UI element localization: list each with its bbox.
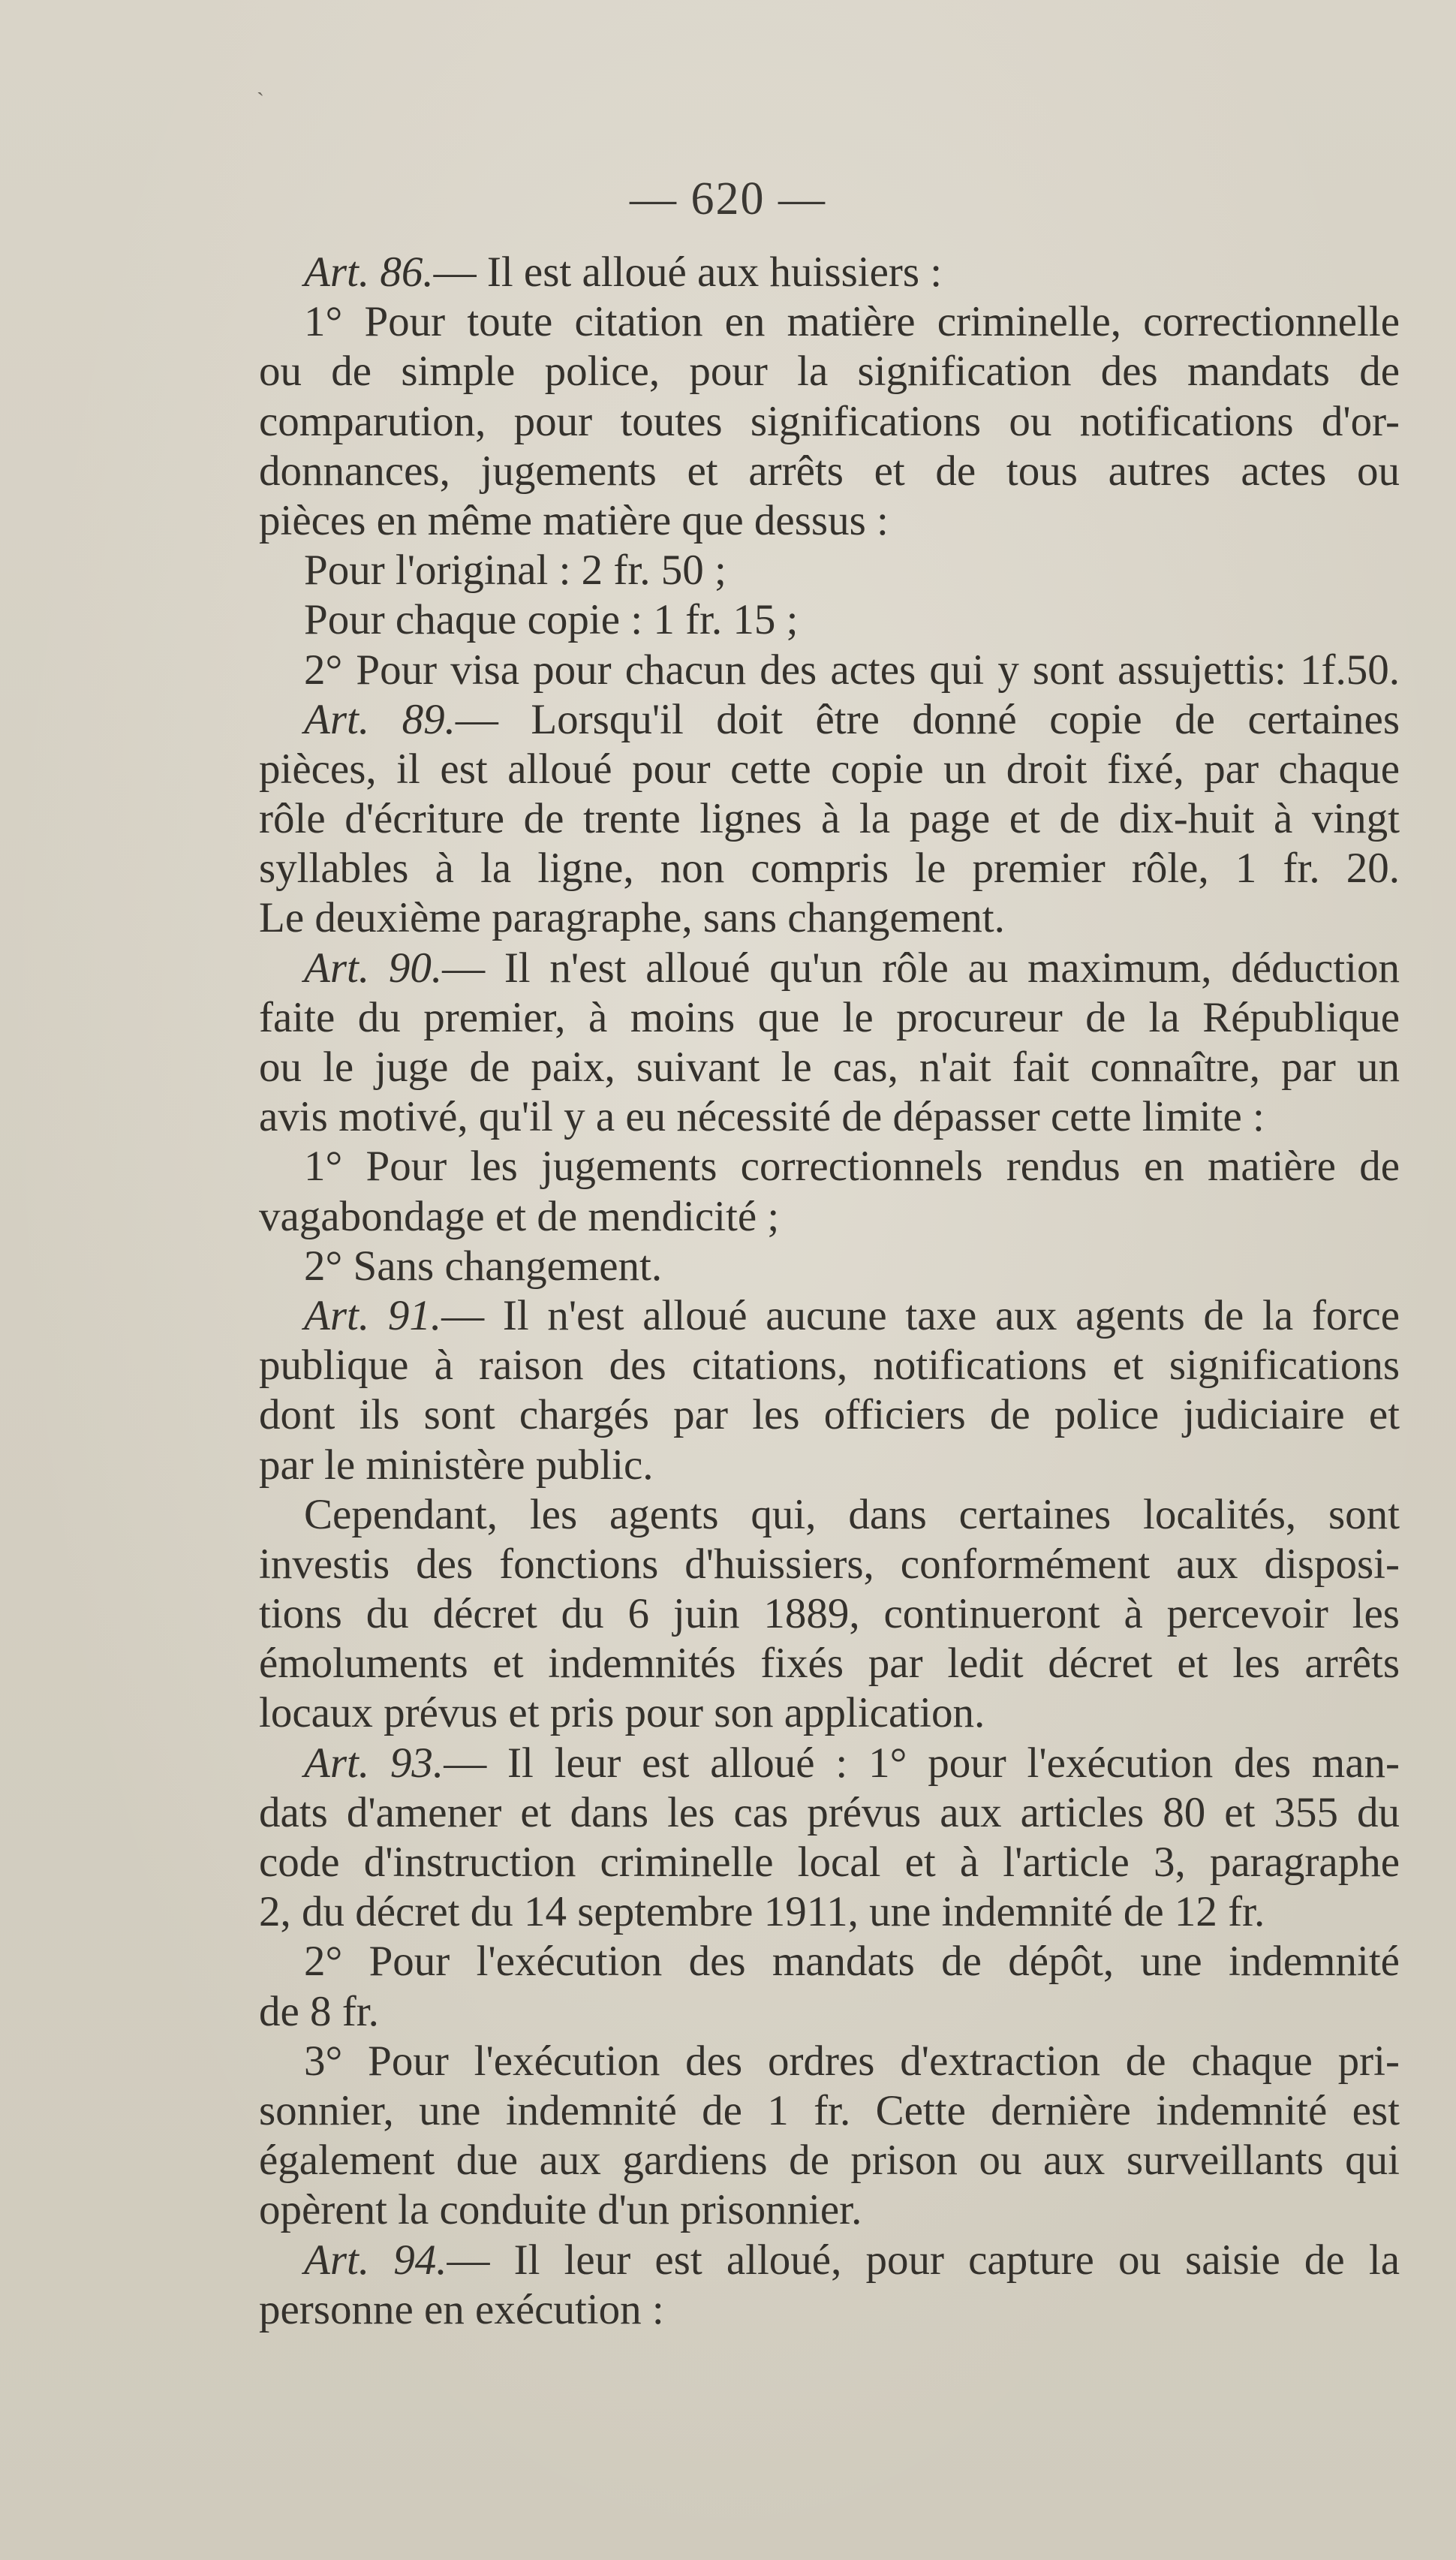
text-line <box>259 1887 1400 1937</box>
article-reference: Art. 86. <box>304 248 434 296</box>
line-text: 2° Sans changement. <box>304 1242 663 1290</box>
text-line <box>259 2086 1400 2136</box>
line-text: syllables à la ligne, non compris le premier rôle, 1 fr. 20. <box>259 845 1400 893</box>
line-text: Le deuxième paragraphe, sans changement. <box>259 894 1005 942</box>
line-text: — Il est alloué aux huissiers : <box>433 248 943 296</box>
text-line <box>259 1341 1400 1390</box>
text-line <box>259 695 1400 745</box>
text-line <box>259 1043 1400 1092</box>
line-text: de 8 fr. <box>259 1987 379 2035</box>
line-text: personne en exécution : <box>259 2285 664 2333</box>
line-text: Cependant, les agents qui, dans certaines localités, sont <box>304 1490 1400 1538</box>
line-text: — Il leur est alloué, pour capture ou saisie de la <box>447 2236 1400 2284</box>
text-line <box>259 2236 1400 2285</box>
text-line <box>259 397 1400 447</box>
line-text: dont ils sont chargés par les officiers de police judiciaire et <box>259 1391 1400 1439</box>
line-text: — Lorsqu'il doit être donné copie de certaines <box>455 695 1400 743</box>
text-line <box>259 595 1400 645</box>
article-reference: Art. 90. <box>304 944 443 992</box>
line-text: sonnier, une indemnité de 1 fr. Cette dernière indemnité est <box>259 2086 1400 2134</box>
line-text: également due aux gardiens de prison ou aux surveillants qui <box>259 2137 1400 2185</box>
text-line <box>259 546 1400 595</box>
line-text: 3° Pour l'exécution des ordres d'extraction de chaque pri- <box>304 2037 1400 2085</box>
line-text: 2° Pour l'exécution des mandats de dépôt, une indemnité <box>304 1938 1400 1986</box>
stray-ink-mark: ˏ <box>257 71 264 96</box>
text-line <box>259 2185 1400 2235</box>
text-line <box>259 1192 1400 1242</box>
text-line <box>259 1688 1400 1738</box>
text-line <box>259 1788 1400 1838</box>
text-line <box>259 297 1400 347</box>
line-text: pièces en même matière que dessus : <box>259 496 889 544</box>
text-line <box>259 893 1400 943</box>
line-text: 1° Pour les jugements correctionnels rendus en matière de <box>304 1143 1400 1191</box>
text-line <box>259 944 1400 993</box>
line-text: ou de simple police, pour la signification des mandats de <box>259 348 1400 396</box>
text-line <box>259 347 1400 396</box>
text-line <box>259 745 1400 794</box>
article-reference: Art. 89. <box>304 695 456 743</box>
line-text: — Il n'est alloué aucune taxe aux agents de la force <box>441 1291 1400 1339</box>
line-text: publique à raison des citations, notifications et significations <box>259 1342 1400 1390</box>
line-text: émoluments et indemnités fixés par ledit décret et les arrêts <box>259 1640 1400 1688</box>
text-line <box>259 2285 1400 2335</box>
text-line <box>259 993 1400 1043</box>
text-line <box>259 496 1400 546</box>
text-line <box>259 1987 1400 2037</box>
line-text: par le ministère public. <box>259 1441 654 1489</box>
line-text: faite du premier, à moins que le procureur de la République <box>259 993 1400 1041</box>
line-text: code d'instruction criminelle local et à l'article 3, paragraphe <box>259 1839 1400 1886</box>
line-text: 1° Pour toute citation en matière criminelle, correctionnelle <box>304 298 1400 346</box>
text-line <box>259 1490 1400 1540</box>
text-line <box>259 1540 1400 1589</box>
text-line <box>259 1092 1400 1142</box>
line-text: — Il n'est alloué qu'un rôle au maximum, déduction <box>442 944 1400 992</box>
line-text: 2, du décret du 14 septembre 1911, une indemnité de 12 fr. <box>259 1888 1265 1936</box>
article-reference: Art. 93. <box>304 1739 444 1787</box>
text-line <box>259 1639 1400 1688</box>
line-text: Pour l'original : 2 fr. 50 ; <box>304 547 726 595</box>
page-number: — 620 — <box>630 173 826 224</box>
text-line <box>259 1589 1400 1639</box>
line-text: pièces, il est alloué pour cette copie un droit fixé, par chaque <box>259 745 1400 793</box>
text-line <box>259 1937 1400 1986</box>
text-line <box>259 1291 1400 1341</box>
text-line <box>259 1242 1400 1291</box>
line-text: ou le juge de paix, suivant le cas, n'ait fait connaître, par un <box>259 1044 1400 1091</box>
text-line <box>259 646 1400 695</box>
text-line <box>259 2037 1400 2086</box>
line-text: Pour chaque copie : 1 fr. 15 ; <box>304 596 799 644</box>
line-text: tions du décret du 6 juin 1889, continueront à percevoir les <box>259 1590 1400 1638</box>
line-text: locaux prévus et pris pour son application. <box>259 1689 985 1737</box>
line-text: — Il leur est alloué : 1° pour l'exécution des man- <box>444 1739 1400 1787</box>
article-reference: Art. 91. <box>304 1291 442 1339</box>
line-text: investis des fonctions d'huissiers, conformément aux disposi- <box>259 1540 1400 1588</box>
line-text: 2° Pour visa pour chacun des actes qui y sont assujettis: 1f.50. <box>304 646 1400 694</box>
text-line <box>259 447 1400 496</box>
line-text: opèrent la conduite d'un prisonnier. <box>259 2186 862 2234</box>
text-line <box>259 248 1400 297</box>
line-text: avis motivé, qu'il y a eu nécessité de dépasser cette limite : <box>259 1093 1265 1141</box>
body-text <box>259 248 1400 2335</box>
text-line <box>259 1838 1400 1887</box>
line-text: rôle d'écriture de trente lignes à la page et de dix-huit à vingt <box>259 795 1400 843</box>
article-reference: Art. 94. <box>304 2236 447 2284</box>
text-line <box>259 2136 1400 2185</box>
line-text: comparution, pour toutes significations ou notifications d'or- <box>259 397 1400 445</box>
text-line <box>259 1739 1400 1788</box>
line-text: dats d'amener et dans les cas prévus aux articles 80 et 355 du <box>259 1788 1400 1836</box>
line-text: vagabondage et de mendicité ; <box>259 1192 780 1240</box>
text-line <box>259 844 1400 893</box>
text-line <box>259 1441 1400 1490</box>
line-text: donnances, jugements et arrêts et de tous autres actes ou <box>259 447 1400 495</box>
text-line <box>259 1390 1400 1440</box>
text-line <box>259 1142 1400 1191</box>
text-line <box>259 794 1400 844</box>
